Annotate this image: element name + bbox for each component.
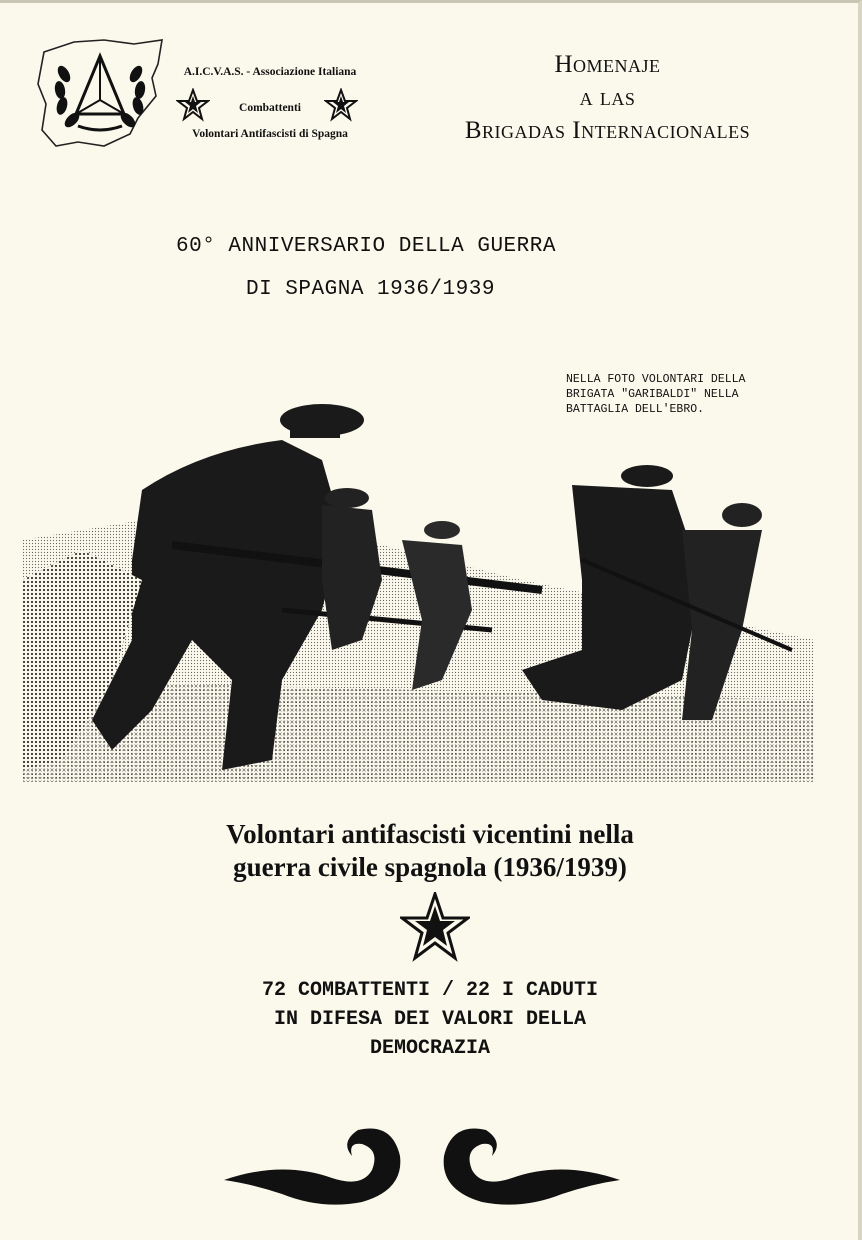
subtitle-line1: Volontari antifascisti vicentini nella bbox=[226, 819, 634, 849]
five-point-star-icon bbox=[400, 892, 470, 962]
photo-caption-line2: BRIGATA "GARIBALDI" NELLA bbox=[566, 388, 739, 401]
closing-text bbox=[120, 976, 740, 1063]
homenaje-heading bbox=[420, 48, 795, 147]
closing-line3: DEMOCRAZIA bbox=[369, 1037, 491, 1060]
association-name: A.I.C.V.A.S. - Associazione Italiana bbox=[183, 66, 357, 78]
homenaje-line2: a las bbox=[579, 84, 636, 111]
closing-line2: IN DIFESA DEI VALORI DELLA bbox=[273, 1008, 587, 1031]
battle-photo bbox=[22, 380, 815, 782]
anniversary-title-line2: DI SPAGNA 1936/1939 bbox=[246, 278, 495, 301]
association-volontari: Volontari Antifascisti di Spagna bbox=[192, 128, 348, 140]
photo-caption bbox=[566, 372, 826, 417]
association-combattenti: Combattenti bbox=[239, 102, 301, 114]
subtitle bbox=[120, 818, 740, 884]
photo-caption-line3: BATTAGLIA DELL'EBRO. bbox=[566, 403, 705, 416]
scroll-ornament-icon bbox=[222, 1120, 622, 1210]
closing-line1: 72 COMBATTENTI / 22 I CADUTI bbox=[261, 979, 599, 1002]
homenaje-line3: Brigadas Internacionales bbox=[464, 117, 751, 144]
photo-caption-line1: NELLA FOTO VOLONTARI DELLA bbox=[566, 373, 746, 386]
subtitle-line2: guerra civile spagnola (1936/1939) bbox=[233, 852, 627, 882]
five-point-star-icon bbox=[324, 88, 358, 122]
aicvas-emblem-icon bbox=[34, 34, 166, 154]
anniversary-title-line1: 60° ANNIVERSARIO DELLA GUERRA bbox=[176, 235, 556, 258]
association-block bbox=[170, 60, 370, 150]
homenaje-line1: Homenaje bbox=[554, 51, 661, 78]
